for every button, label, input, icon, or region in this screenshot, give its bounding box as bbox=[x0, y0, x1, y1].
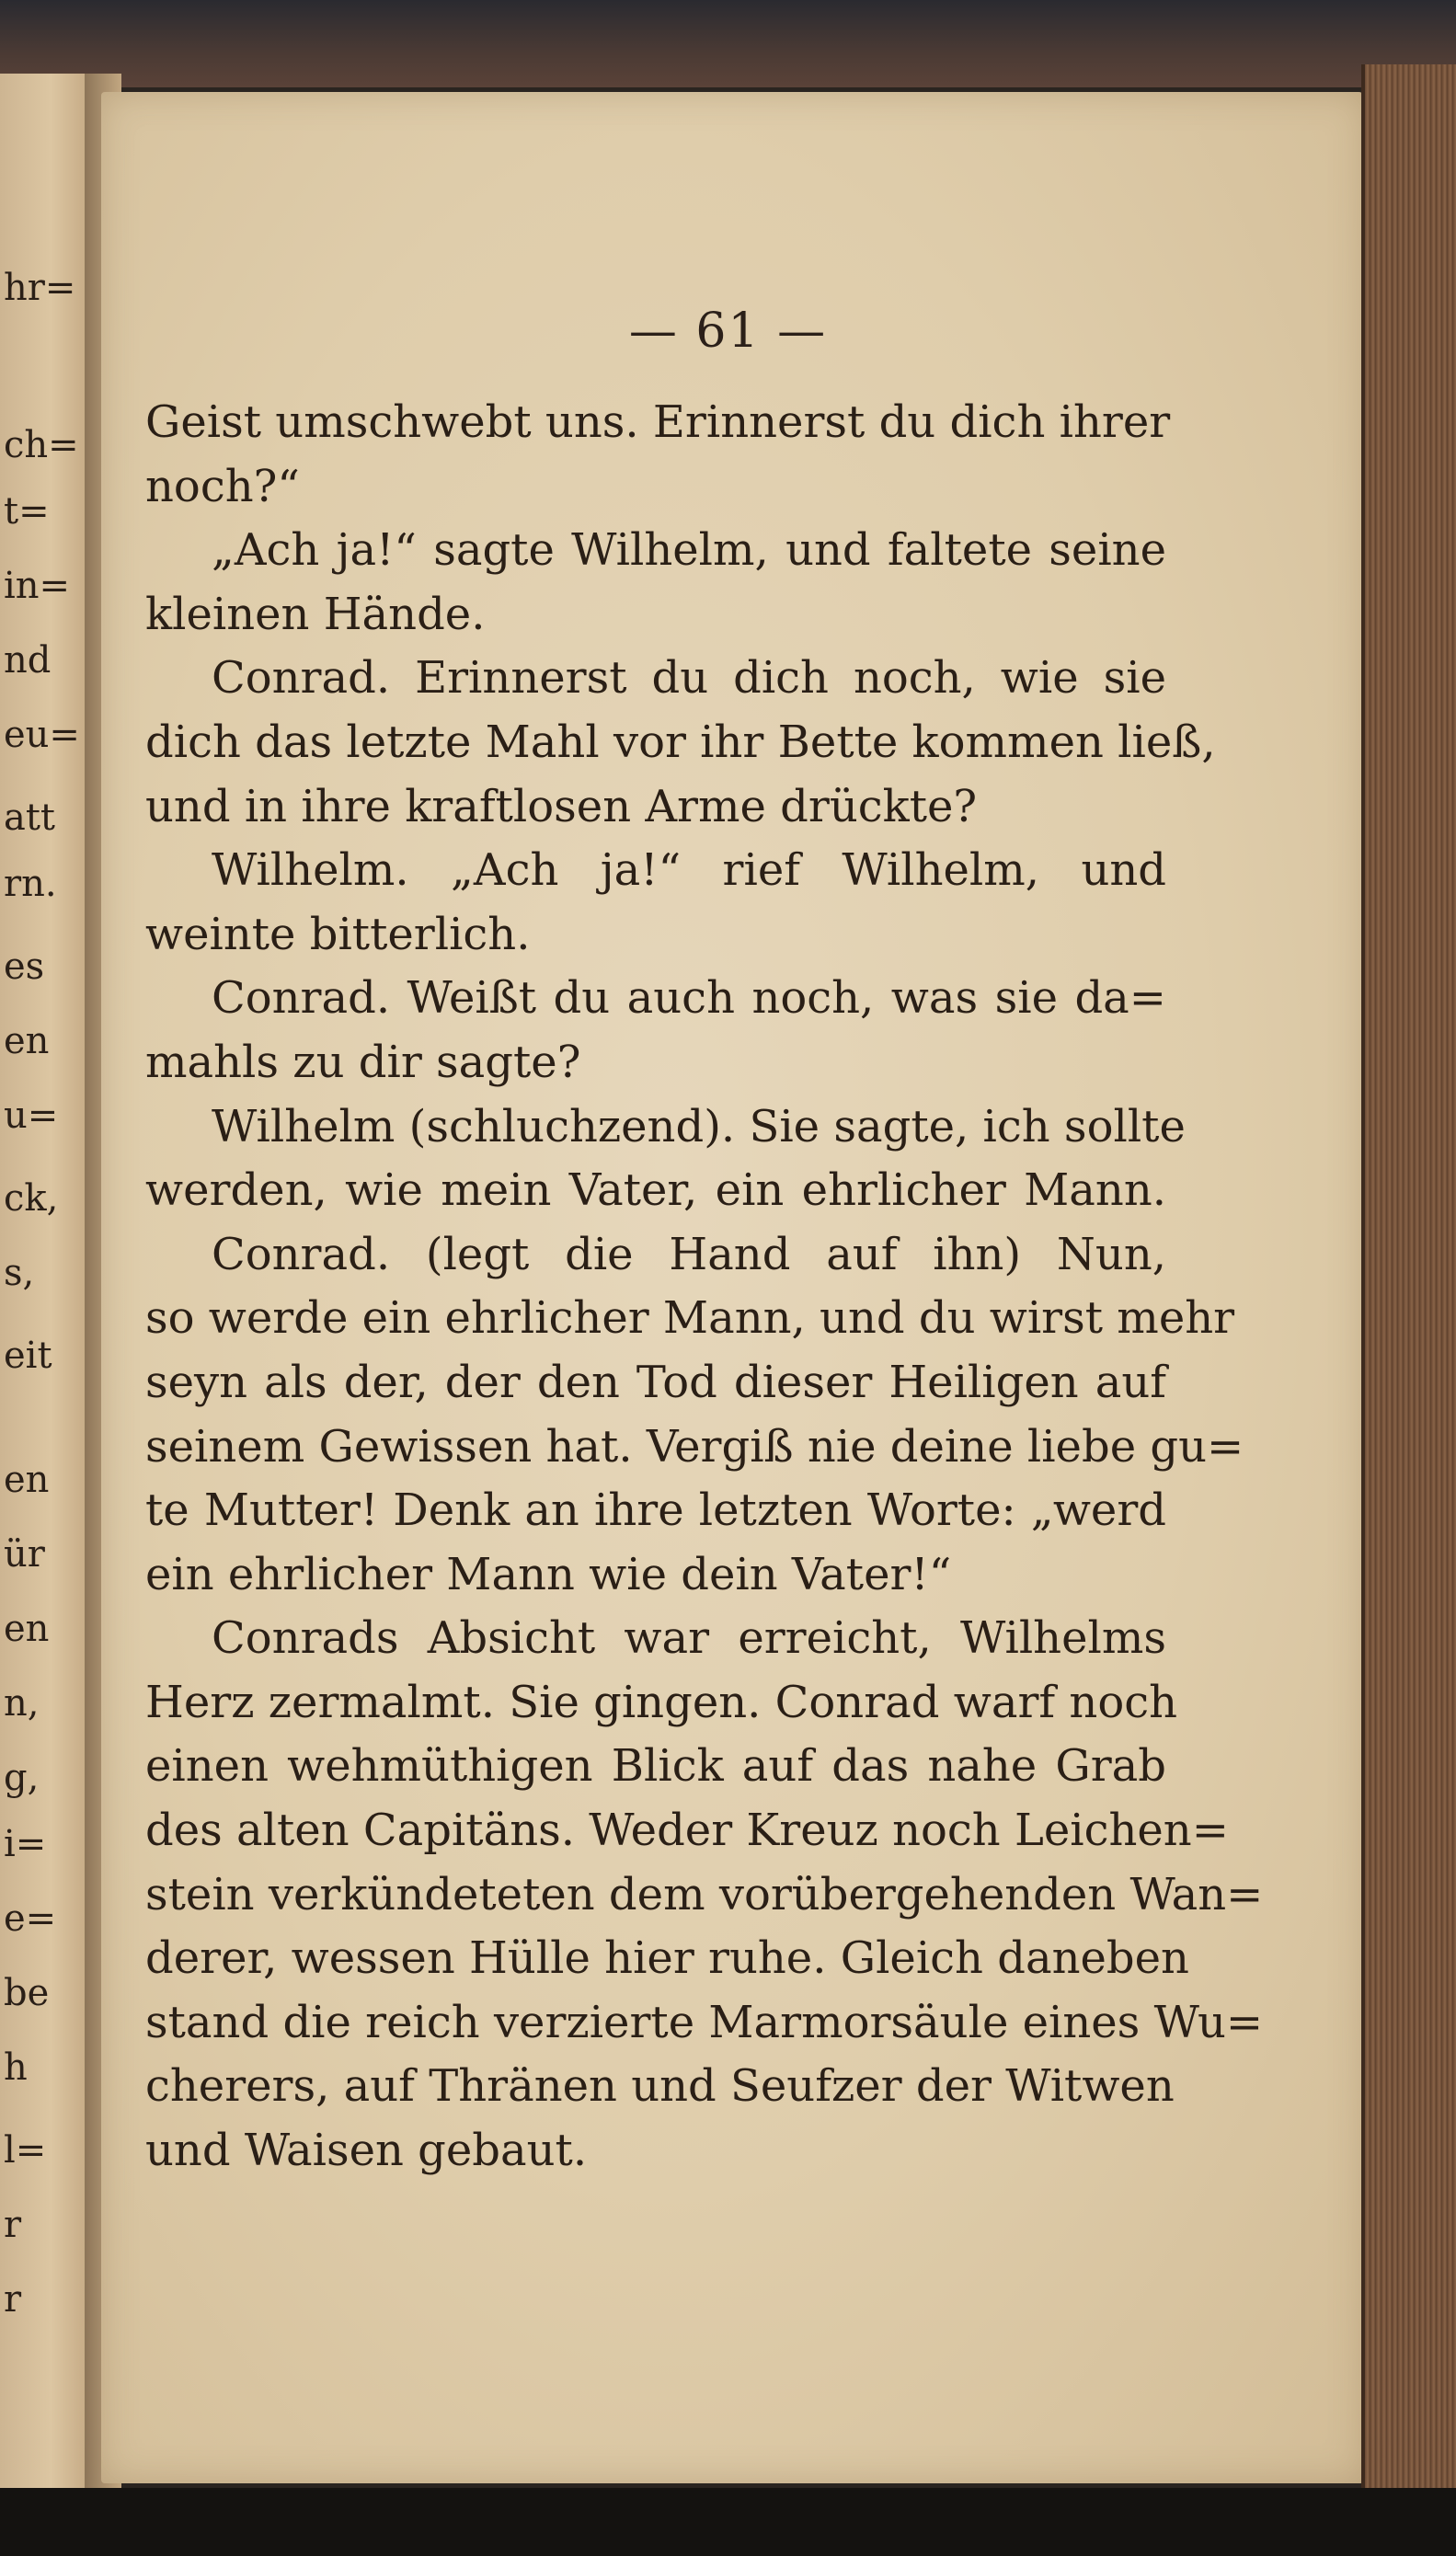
left-page-fragment: eit bbox=[4, 1335, 52, 1377]
left-page-fragment: att bbox=[4, 797, 55, 839]
text-line: derer, wessen Hülle hier ruhe. Gleich daneben bbox=[145, 1932, 1189, 1985]
text-line: „Ach ja!“ sagte Wilhelm, und faltete seine bbox=[212, 524, 1166, 577]
left-page-fragment: ür bbox=[4, 1533, 45, 1576]
text-line: seyn als der, der den Tod dieser Heiligen auf bbox=[145, 1356, 1166, 1408]
left-page-fragment: i= bbox=[4, 1823, 47, 1865]
book-cover-edge bbox=[0, 0, 1456, 87]
left-page-fragment: r bbox=[4, 2204, 22, 2246]
text-line: Conrad. Weißt du auch noch, was sie da= bbox=[212, 972, 1166, 1025]
left-facing-page bbox=[0, 74, 87, 2493]
text-line: dich das letzte Mahl vor ihr Bette kommen ließ, bbox=[145, 716, 1216, 768]
text-line: des alten Capitäns. Weder Kreuz noch Leichen= bbox=[145, 1805, 1229, 1857]
left-page-fragment: be bbox=[4, 1972, 50, 2014]
left-page-fragment: ch= bbox=[4, 424, 79, 466]
text-line: weinte bitterlich. bbox=[145, 908, 531, 960]
text-line: Herz zermalmt. Sie gingen. Conrad warf noch bbox=[145, 1676, 1178, 1728]
left-page-fragment: g, bbox=[4, 1757, 40, 1799]
left-page-fragment: ck, bbox=[4, 1177, 59, 1220]
left-page-fragment: h bbox=[4, 2046, 28, 2089]
text-line: seinem Gewissen hat. Vergiß nie deine liebe gu= bbox=[145, 1420, 1244, 1473]
left-page-fragment: l= bbox=[4, 2129, 47, 2172]
text-line: Conrads Absicht war erreicht, Wilhelms bbox=[212, 1612, 1166, 1665]
body-text bbox=[145, 391, 1264, 2183]
text-line: ein ehrlicher Mann wie dein Vater!“ bbox=[145, 1548, 952, 1600]
text-line: Conrad. (legt die Hand auf ihn) Nun, bbox=[212, 1228, 1166, 1280]
left-page-fragment: e= bbox=[4, 1897, 57, 1940]
left-page-fragment: u= bbox=[4, 1095, 59, 1137]
page-number: — 61 — bbox=[628, 304, 828, 359]
left-page-fragment: n, bbox=[4, 1682, 40, 1725]
page-block-edges bbox=[1361, 64, 1456, 2493]
left-page-fragment: eu= bbox=[4, 714, 80, 756]
text-line: und Waisen gebaut. bbox=[145, 2125, 588, 2177]
text-line: noch?“ bbox=[145, 460, 300, 512]
text-line: te Mutter! Denk an ihre letzten Worte: „werd bbox=[145, 1484, 1166, 1537]
left-page-fragment: en bbox=[4, 1459, 50, 1501]
text-line: kleinen Hände. bbox=[145, 588, 486, 640]
left-page-fragment: s, bbox=[4, 1252, 35, 1294]
text-line: Wilhelm (schluchzend). Sie sagte, ich sollte bbox=[212, 1100, 1186, 1152]
text-line: so werde ein ehrlicher Mann, und du wirst mehr bbox=[145, 1292, 1235, 1345]
left-page-fragment: en bbox=[4, 1020, 50, 1062]
left-page-fragment: rn. bbox=[4, 863, 57, 905]
text-line: mahls zu dir sagte? bbox=[145, 1036, 581, 1088]
left-page-fragment: es bbox=[4, 946, 45, 988]
text-line: einen wehmüthigen Blick auf das nahe Grab bbox=[145, 1740, 1166, 1793]
left-page-fragment: in= bbox=[4, 565, 71, 607]
left-page-fragment: r bbox=[4, 2278, 22, 2321]
text-line: und in ihre kraftlosen Arme drückte? bbox=[145, 780, 978, 832]
text-line: Wilhelm. „Ach ja!“ rief Wilhelm, und bbox=[212, 844, 1166, 897]
text-line: stein verkündeteten dem vorübergehenden Wan= bbox=[145, 1868, 1264, 1920]
text-line: Geist umschwebt uns. Erinnerst du dich ihrer bbox=[145, 396, 1171, 448]
left-page-fragment: t= bbox=[4, 490, 50, 533]
left-page-fragment: hr= bbox=[4, 267, 76, 309]
left-page-fragment: en bbox=[4, 1608, 50, 1650]
text-line: Conrad. Erinnerst du dich noch, wie sie bbox=[212, 652, 1166, 705]
text-line: cherers, auf Thränen und Seufzer der Witwen bbox=[145, 2060, 1175, 2113]
text-line: werden, wie mein Vater, ein ehrlicher Mann. bbox=[145, 1164, 1166, 1217]
left-page-fragment: nd bbox=[4, 639, 52, 682]
background-bottom bbox=[0, 2488, 1456, 2556]
text-line: stand die reich verzierte Marmorsäule eines Wu= bbox=[145, 1996, 1264, 2048]
